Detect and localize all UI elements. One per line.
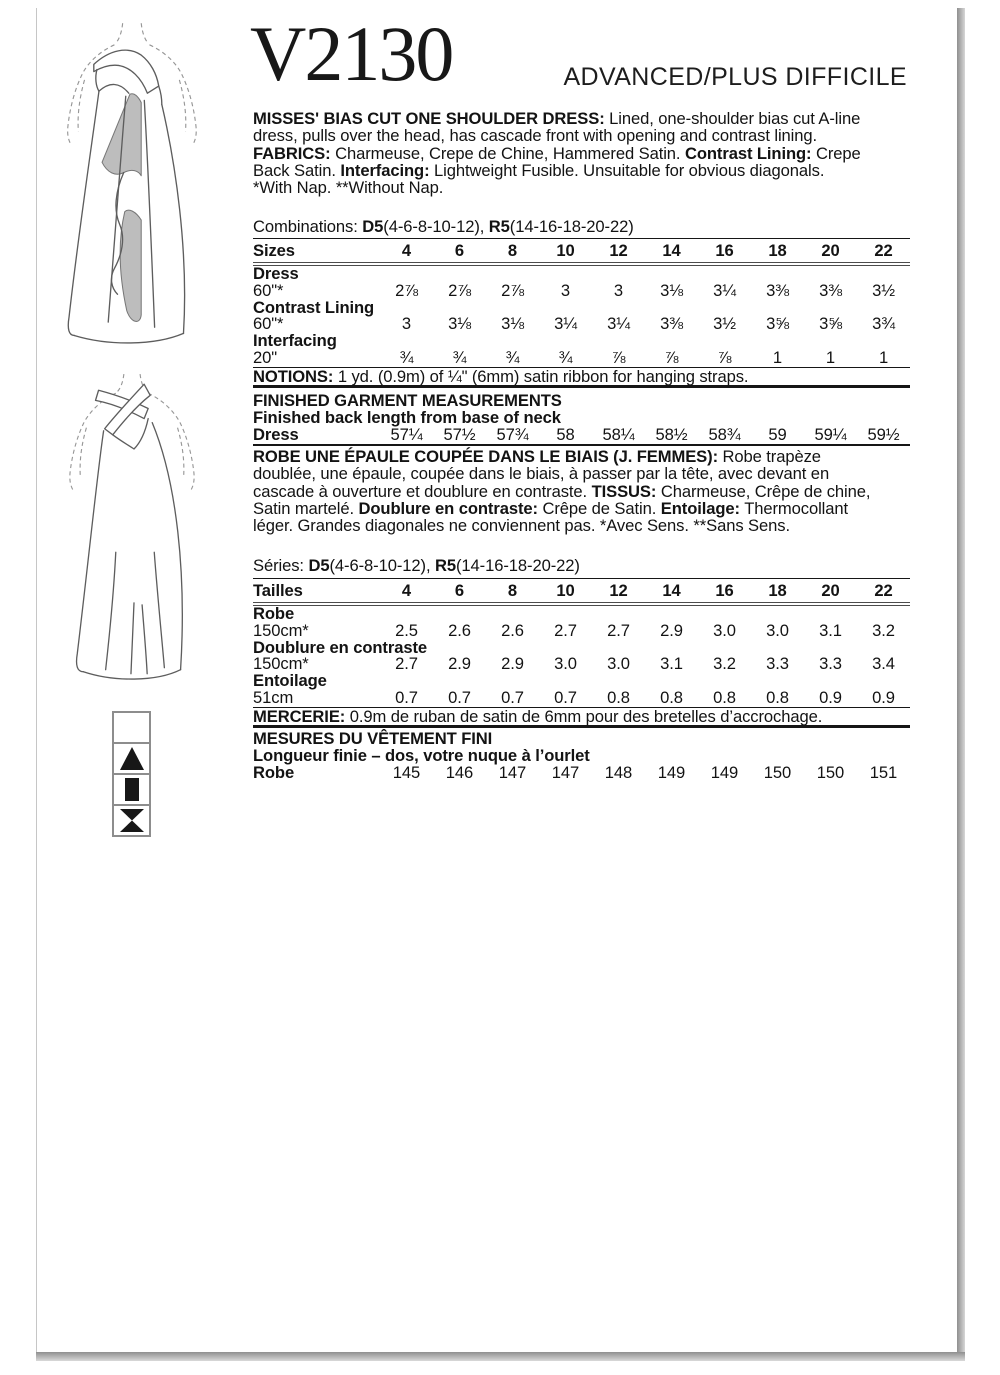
value-cell: ¾: [505, 347, 520, 367]
value-cell: 3: [613, 280, 624, 300]
table-row: [253, 765, 910, 782]
table-row: [253, 333, 910, 350]
finished-back-length-heading: Finished back length from base of neck: [253, 408, 561, 427]
value-cell: 2.7: [607, 620, 630, 640]
table-header-cell: 10: [556, 581, 575, 600]
table-row: [253, 300, 910, 317]
value-cell: 0.7: [501, 687, 524, 707]
mesures-heading: MESURES DU VÊTEMENT FINI: [253, 729, 493, 748]
table-row: [253, 656, 910, 673]
value-cell: 146: [445, 763, 474, 782]
table-header-cell: 12: [609, 581, 628, 600]
value-cell: 2.7: [395, 654, 418, 674]
value-cell: 3.4: [872, 654, 895, 674]
table-header-cell: 14: [662, 241, 681, 260]
value-cell: 3¼: [554, 314, 577, 334]
page-left-edge: [36, 8, 37, 1356]
value-cell: 3⅛: [660, 280, 683, 300]
value-cell: 3.1: [819, 620, 842, 640]
table-header-cell: 20: [821, 241, 840, 260]
table-header-cell: 18: [768, 581, 787, 600]
value-cell: 0.7: [395, 687, 418, 707]
metrage-table-header: [253, 579, 910, 602]
rule: [253, 444, 910, 446]
value-cell: ¾: [558, 347, 573, 367]
row-label-cell: 60"*: [253, 280, 284, 300]
main-content: [250, 10, 910, 830]
value-cell: 3⅛: [448, 314, 471, 334]
value-cell: 58¾: [708, 425, 741, 444]
dress-back-illustration: [50, 370, 218, 694]
pattern-number: V2130: [250, 10, 453, 97]
value-cell: 3.0: [766, 620, 789, 640]
value-cell: 57¼: [390, 425, 423, 444]
table-header-cell: 6: [454, 241, 465, 260]
text-line: cascade à ouverture et doublure en contraste. TISSUS: Charmeuse, Crêpe de chine,: [253, 481, 871, 501]
value-cell: 0.9: [819, 687, 842, 707]
row-label-cell: 20": [253, 347, 278, 367]
longueur-heading: Longueur finie – dos, votre nuque à l’ourlet: [253, 746, 590, 765]
value-cell: 58: [556, 425, 575, 444]
table-header-cell: Sizes: [253, 241, 295, 260]
text-line: ROBE UNE ÉPAULE COUPÉE DANS LE BIAIS (J. FEMMES): Robe trapèze: [253, 447, 821, 466]
value-cell: 0.8: [660, 687, 683, 707]
table-header-cell: 20: [821, 581, 840, 600]
value-cell: 149: [657, 763, 686, 782]
value-cell: ¾: [452, 347, 467, 367]
text-line: *With Nap. **Without Nap.: [253, 178, 444, 198]
difficulty-symbol-triangle-up-icon: [112, 742, 151, 775]
value-cell: 57¾: [496, 425, 529, 444]
text-line: Combinations: D5(4-6-8-10-12), R5(14-16-18-20-22): [253, 217, 634, 236]
value-cell: 58¼: [602, 425, 635, 444]
value-cell: ¾: [399, 347, 414, 367]
table-row: [253, 640, 910, 657]
table-header-row: [253, 579, 910, 602]
notions-line: [253, 368, 910, 385]
table-header-cell: 6: [454, 581, 465, 600]
value-cell: 3⅝: [766, 314, 789, 334]
text-line: doublée, une épaule, coupée dans le biais, à passer par la tête, avec devant en: [253, 464, 830, 484]
table-header-cell: 18: [768, 241, 787, 260]
text-line: NOTIONS: 1 yd. (0.9m) of ¼" (6mm) satin ribbon for hanging straps.: [253, 366, 749, 386]
value-cell: 58½: [655, 425, 688, 444]
table-header-cell: 4: [401, 581, 412, 600]
value-cell: 2.9: [660, 620, 683, 640]
value-cell: 57½: [443, 425, 476, 444]
table-header-cell: 8: [507, 581, 518, 600]
row-label-cell: Robe: [253, 763, 295, 782]
table-row: [253, 266, 910, 283]
value-cell: 151: [869, 763, 898, 782]
value-cell: 3½: [872, 280, 895, 300]
text-line: dress, pulls over the head, has cascade front with opening and contrast lining.: [253, 126, 818, 146]
mercerie-line: [253, 708, 910, 725]
finished-robe-row: [253, 765, 910, 782]
table-header-cell: 22: [874, 581, 893, 600]
value-cell: 3¾: [872, 314, 895, 334]
row-label-cell: 150cm*: [253, 654, 309, 674]
value-cell: 0.8: [607, 687, 630, 707]
row-label-cell: Interfacing: [253, 331, 337, 351]
value-cell: 149: [710, 763, 739, 782]
metrage-table-body: [253, 606, 910, 707]
value-cell: 148: [604, 763, 633, 782]
value-cell: 147: [498, 763, 527, 782]
value-cell: 1: [825, 347, 836, 367]
table-header-cell: 14: [662, 581, 681, 600]
table-row: [253, 673, 910, 690]
value-cell: 3.0: [713, 620, 736, 640]
value-cell: 3.3: [819, 654, 842, 674]
value-cell: 147: [551, 763, 580, 782]
value-cell: 0.8: [713, 687, 736, 707]
table-header-row: [253, 239, 910, 262]
value-cell: 3⅝: [819, 314, 842, 334]
value-cell: 2⅞: [501, 280, 524, 300]
combinations-line: [253, 218, 910, 235]
value-cell: 59: [768, 425, 787, 444]
row-label-cell: Dress: [253, 425, 299, 444]
metrage-table-block: [253, 578, 910, 728]
row-label-cell: Contrast Lining: [253, 297, 375, 317]
value-cell: 3.2: [713, 654, 736, 674]
value-cell: 3.0: [554, 654, 577, 674]
value-cell: 3.0: [607, 654, 630, 674]
value-cell: 3⅜: [819, 280, 842, 300]
value-cell: 3.1: [660, 654, 683, 674]
table-header-cell: 12: [609, 241, 628, 260]
table-row: [253, 606, 910, 623]
table-header-cell: 10: [556, 241, 575, 260]
value-cell: 2.9: [448, 654, 471, 674]
difficulty-level: ADVANCED/PLUS DIFFICILE: [563, 63, 907, 91]
difficulty-symbol-rectangle-icon: [112, 773, 151, 806]
value-cell: ⅞: [664, 347, 679, 367]
value-cell: 2.6: [448, 620, 471, 640]
value-cell: 2⅞: [395, 280, 418, 300]
value-cell: 0.9: [872, 687, 895, 707]
table-row: [253, 350, 910, 367]
value-cell: 2.7: [554, 620, 577, 640]
description-english: [253, 110, 910, 196]
text-line: Back Satin. Interfacing: Lightweight Fusible. Unsuitable for obvious diagonals.: [253, 160, 825, 180]
row-label-cell: 150cm*: [253, 620, 309, 640]
dress-front-illustration: [50, 18, 218, 353]
series-line: [253, 557, 910, 574]
value-cell: 59½: [867, 425, 900, 444]
row-label-cell: Doublure en contraste: [253, 637, 428, 657]
table-row: [253, 690, 910, 707]
table-row: [253, 316, 910, 333]
value-cell: 1: [772, 347, 783, 367]
value-cell: 3½: [713, 314, 736, 334]
table-header-cell: 22: [874, 241, 893, 260]
table-header-cell: 16: [715, 581, 734, 600]
value-cell: 0.7: [448, 687, 471, 707]
text-line: MISSES' BIAS CUT ONE SHOULDER DRESS: Lined, one-shoulder bias cut A-line: [253, 109, 861, 128]
value-cell: ⅞: [611, 347, 626, 367]
text-line: Satin martelé. Doublure en contraste: Crêpe de Satin. Entoilage: Thermocollant: [253, 498, 849, 518]
value-cell: 3: [401, 314, 412, 334]
difficulty-symbol-strip: [112, 711, 151, 837]
value-cell: 2.6: [501, 620, 524, 640]
value-cell: 145: [392, 763, 421, 782]
value-cell: 3⅜: [660, 314, 683, 334]
row-label-cell: 60"*: [253, 314, 284, 334]
yardage-table-body: [253, 266, 910, 367]
yardage-table-block: [253, 238, 910, 388]
value-cell: 59¼: [814, 425, 847, 444]
row-label-cell: Entoilage: [253, 671, 327, 691]
value-cell: 2.9: [501, 654, 524, 674]
value-cell: 3.3: [766, 654, 789, 674]
value-cell: 3.2: [872, 620, 895, 640]
value-cell: 1: [878, 347, 889, 367]
finished-dress-row: [253, 427, 910, 444]
text-line: MERCERIE: 0.9m de ruban de satin de 6mm pour des bretelles d’accrochage.: [253, 706, 823, 726]
value-cell: 2.5: [395, 620, 418, 640]
value-cell: 0.8: [766, 687, 789, 707]
finished-measurements-heading: FINISHED GARMENT MEASUREMENTS: [253, 391, 562, 410]
table-header-cell: 8: [507, 241, 518, 260]
value-cell: 0.7: [554, 687, 577, 707]
value-cell: 3⅛: [501, 314, 524, 334]
difficulty-symbol-blank: [112, 711, 151, 744]
yardage-table-header: [253, 239, 910, 262]
table-header-cell: 4: [401, 241, 412, 260]
row-label-cell: 51cm: [253, 687, 294, 707]
row-label-cell: Dress: [253, 264, 299, 283]
value-cell: 3: [560, 280, 571, 300]
value-cell: ⅞: [717, 347, 732, 367]
value-cell: 3¼: [713, 280, 736, 300]
value-cell: 3⅜: [766, 280, 789, 300]
difficulty-symbol-hourglass-icon: [112, 804, 151, 837]
page-right-shadow: [957, 8, 965, 1358]
table-row: [253, 427, 910, 444]
table-header-cell: 16: [715, 241, 734, 260]
text-line: FABRICS: Charmeuse, Crepe de Chine, Hammered Satin. Contrast Lining: Crepe: [253, 143, 861, 163]
table-header-cell: Tailles: [253, 581, 303, 600]
value-cell: 150: [816, 763, 845, 782]
text-line: Séries: D5(4-6-8-10-12), R5(14-16-18-20-22): [253, 556, 580, 575]
value-cell: 150: [763, 763, 792, 782]
text-line: léger. Grandes diagonales ne conviennent pas. *Avec Sens. **Sans Sens.: [253, 516, 790, 536]
page-bottom-shadow: [36, 1352, 965, 1361]
value-cell: 3¼: [607, 314, 630, 334]
value-cell: 2⅞: [448, 280, 471, 300]
row-label-cell: Robe: [253, 604, 295, 623]
description-french: [253, 448, 910, 534]
